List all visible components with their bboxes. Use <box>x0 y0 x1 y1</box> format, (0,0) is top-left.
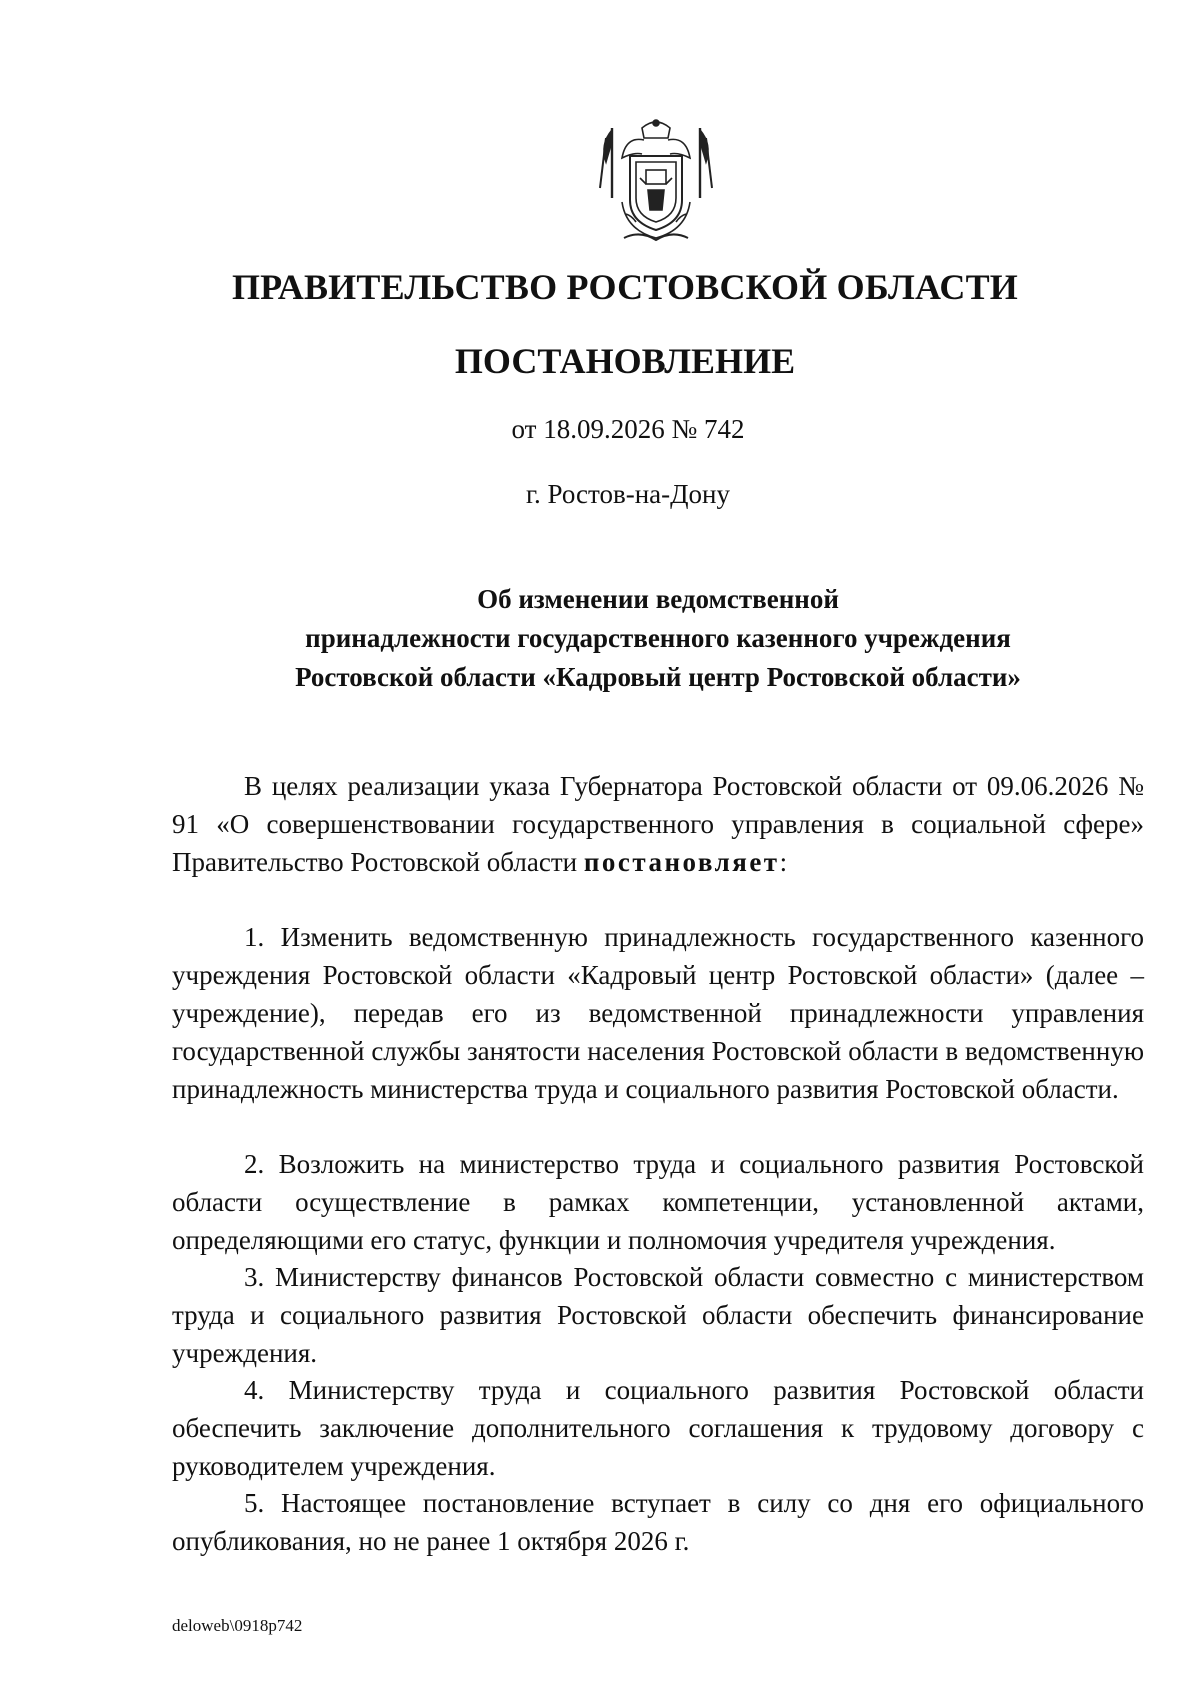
decree-item-1: 1. Изменить ведомственную принадлежность государственного казенного учреждения Ростовской области «Кадровый центр Ростовской области» (далее – учреждение), передав его из ведомственной принадлежности управления государственной службы занятости населения Ростовской области в ведомственную принадлежность министерства труда и социального развития Ростовской области. <box>172 922 1144 1104</box>
preamble-paragraph <box>172 767 1144 881</box>
subject-line: Ростовской области «Кадровый центр Ростовской области» <box>295 662 1021 692</box>
preamble-colon: : <box>779 847 788 877</box>
preamble-text: В целях реализации указа Губернатора Ростовской области от 09.06.2026 № 91 «О совершенствовании государственного управления в социальной сфере» Правительство Ростовской области <box>172 771 1144 877</box>
document-type-title: ПОСТАНОВЛЕНИЕ <box>454 341 796 381</box>
subject-line: принадлежности государственного казенного учреждения <box>305 623 1011 653</box>
decree-item-2: 2. Возложить на министерство труда и социального развития Ростовской области осуществление в рамках компетенции, установленной актами, определяющими его статус, функции и полномочия учредителя учреждения. <box>172 1149 1144 1255</box>
decree-item-4: 4. Министерству труда и социального развития Ростовской области обеспечить заключение дополнительного соглашения к трудовому договору с руководителем учреждения. <box>172 1375 1144 1481</box>
decree-item-3: 3. Министерству финансов Ростовской области совместно с министерством труда и социального развития Ростовской области обеспечить финансирование учреждения. <box>172 1262 1144 1368</box>
document-city: г. Ростов-на-Дону <box>525 479 730 509</box>
document-reference-code: deloweb\0918p742 <box>172 1616 303 1635</box>
decree-item-5: 5. Настоящее постановление вступает в силу со дня его официального опубликования, но не ранее 1 октября 2026 г. <box>172 1488 1144 1556</box>
coat-of-arms-icon <box>596 118 716 243</box>
subject-line: Об изменении ведомственной <box>477 584 839 614</box>
government-title: ПРАВИТЕЛЬСТВО РОСТОВСКОЙ ОБЛАСТИ <box>231 267 1019 307</box>
document-date-number: от 18.09.2026 № 742 <box>511 414 745 444</box>
document-subject <box>172 580 1144 697</box>
decree-keyword: постановляет <box>583 847 780 877</box>
